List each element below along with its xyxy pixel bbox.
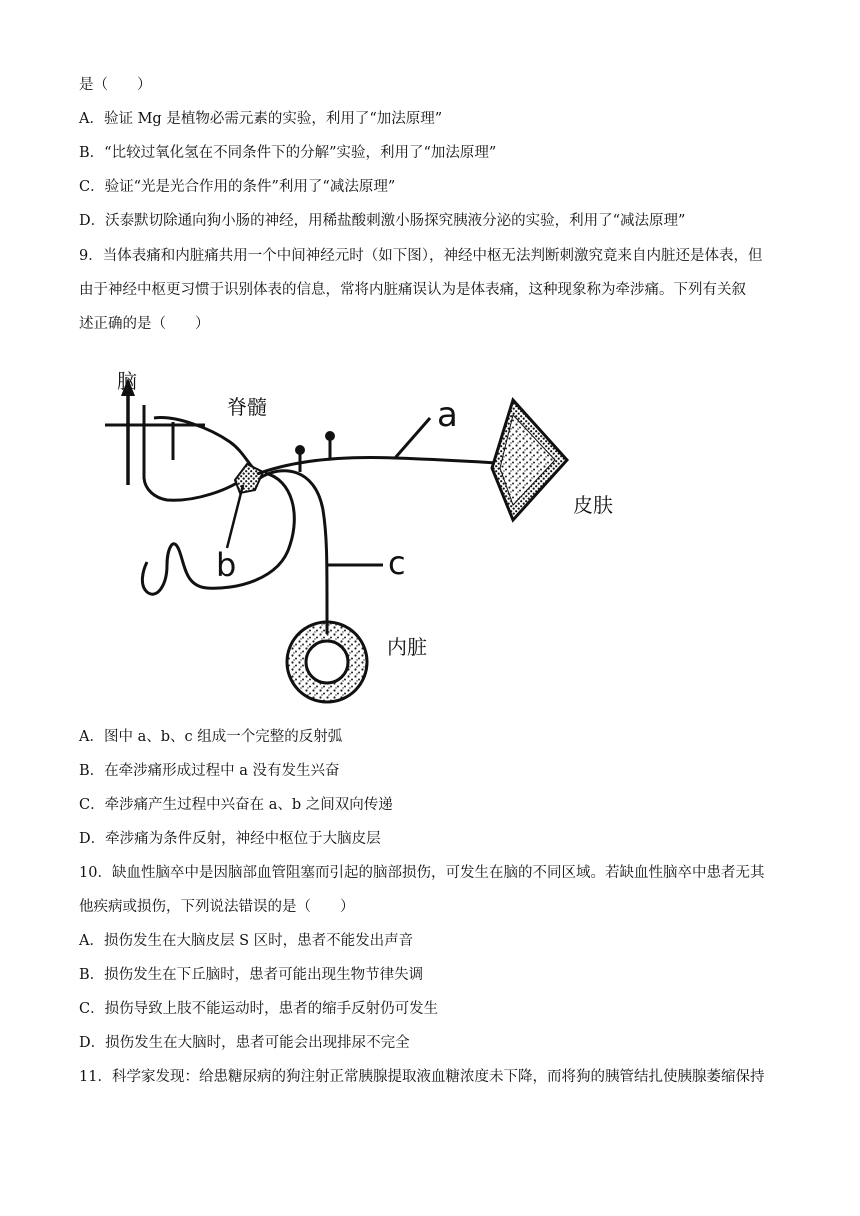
q10-option-d: D．损伤发生在大脑时，患者可能会出现排尿不完全 [79,1035,410,1051]
referred-pain-diagram [95,360,635,710]
q10-option-b: B．损伤发生在下丘脑时，患者可能出现生物节律失调 [79,967,424,983]
brain-label: 脑 [117,369,137,393]
spinal-cord-label: 脊髓 [227,395,267,419]
neuron-c-cell-body [295,445,305,455]
q8-option-b: B．“比较过氧化氢在不同条件下的分解”实验，利用了“加法原理” [79,145,497,161]
q9-stem-line-3: 述正确的是（ ） [79,316,210,332]
q9-option-c: C．牵涉痛产生过程中兴奋在 a、b 之间双向传递 [79,797,393,813]
q8-stem-tail: 是（ ） [79,77,152,93]
q10-option-a: A．损伤发生在大脑皮层 S 区时，患者不能发出声音 [79,933,414,949]
organ-label: 内脏 [387,635,427,659]
neuron-b [227,485,243,548]
q10-stem-line-1: 10．缺血性脑卒中是因脑部血管阻塞而引起的脑部损伤，可发生在脑的不同区域。若缺血性脑卒中患者无其 [79,865,765,881]
spinal-cord-outline [105,405,294,594]
q9-stem-line-2: 由于神经中枢更习惯于识别体表的信息，常将内脏痛误认为是体表痛，这种现象称为牵涉痛。下列有关叙 [79,282,746,298]
q8-option-c: C．验证“光是光合作用的条件”利用了“减法原理” [79,179,396,195]
label-c: c [388,544,406,582]
q8-option-d: D．沃泰默切除通向狗小肠的神经，用稀盐酸刺激小肠探究胰液分泌的实验，利用了“减法原理” [79,213,686,229]
q9-option-d: D．牵涉痛为条件反射，神经中枢位于大脑皮层 [79,831,381,847]
neuron-a-cell-body [325,431,335,441]
internal-organ [287,622,367,702]
label-b: b [216,546,237,584]
q10-option-c: C．损伤导致上肢不能运动时，患者的缩手反射仍可发生 [79,1001,439,1017]
q11-stem-line-1: 11．科学家发现：给患糖尿病的狗注射正常胰腺提取液血糖浓度未下降，而将狗的胰管结扎使胰腺萎缩保持 [79,1069,765,1085]
q10-stem-line-2: 他疾病或损伤，下列说法错误的是（ ） [79,899,355,915]
q9-option-b: B．在牵涉痛形成过程中 a 没有发生兴奋 [79,763,340,779]
skin-label: 皮肤 [573,493,613,517]
q9-option-a: A．图中 a、b、c 组成一个完整的反射弧 [79,729,343,745]
brain-arrow [121,378,135,485]
q9-stem-line-1: 9．当体表痛和内脏痛共用一个中间神经元时（如下图），神经中枢无法判断刺激究竟来自内脏还是体表，但 [79,248,763,264]
label-a: a [437,395,458,435]
q8-option-a: A．验证 Mg 是植物必需元素的实验，利用了“加法原理” [79,111,443,127]
interneuron-body [235,464,263,493]
